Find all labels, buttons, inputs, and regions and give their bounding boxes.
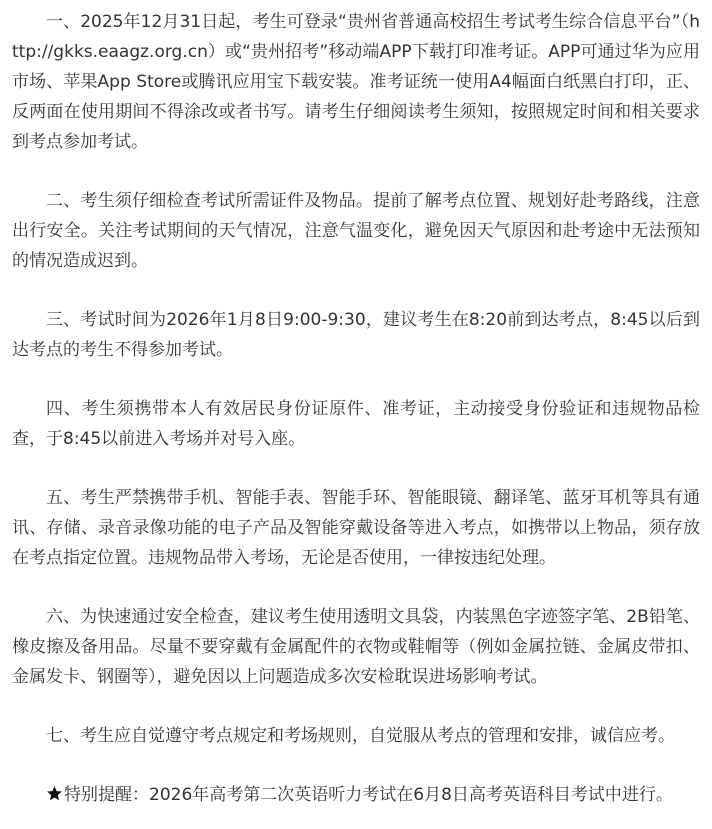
star-icon: [46, 785, 63, 802]
special-reminder-text: 特别提醒：2026年高考第二次英语听力考试在6月8日高考英语科目考试中进行。: [64, 785, 673, 805]
notice-item-4: 四、考生须携带本人有效居民身份证原件、准考证，主动接受身份验证和违规物品检查，于8:45以前进入考场并对号入座。: [12, 399, 700, 449]
notice-item-7: 七、考生应自觉遵守考点规定和考场规则，自觉服从考点的管理和安排，诚信应考。: [46, 726, 675, 746]
notice-item-1: 一、2025年12月31日起，考生可登录“贵州省普通高校招生考试考生综合信息平台”（http://gkks.eaagz.org.cn）或“贵州招考”移动端APP下载打印准考证。APP可通过华为应用市场、苹果App Store或腾讯应用宝下载安装。准考证统一使用A4幅面白纸黑白打印，正、反两面在使用期间不得涂改或者书写。请考生仔细阅读考生须知，按照规定时间和相关要求到考点参加考试。: [12, 12, 700, 152]
notice-item-2: 二、考生须仔细检查考试所需证件及物品。提前了解考点位置、规划好赴考路线，注意出行安全。关注考试期间的天气情况，注意气温变化，避免因天气原因和赴考途中无法预知的情况造成迟到。: [12, 191, 700, 271]
notice-item-5: 五、考生严禁携带手机、智能手表、智能手环、智能眼镜、翻译笔、蓝牙耳机等具有通讯、存储、录音录像功能的电子产品及智能穿戴设备等进入考点，如携带以上物品，须存放在考点指定位置。违规物品带入考场，无论是否使用，一律按违纪处理。: [12, 488, 700, 568]
notice-item-3: 三、考试时间为2026年1月8日9:00-9:30，建议考生在8:20前到达考点，8:45以后到达考点的考生不得参加考试。: [12, 310, 700, 360]
special-reminder: [12, 780, 700, 810]
notice-item-6: 六、为快速通过安全检查，建议考生使用透明文具袋，内装黑色字迹签字笔、2B铅笔、橡皮擦及备用品。尽量不要穿戴有金属配件的衣物或鞋帽等（例如金属拉链、金属皮带扣、金属发卡、钢圈等），避免因以上问题造成多次安检耽误进场影响考试。: [12, 607, 700, 687]
